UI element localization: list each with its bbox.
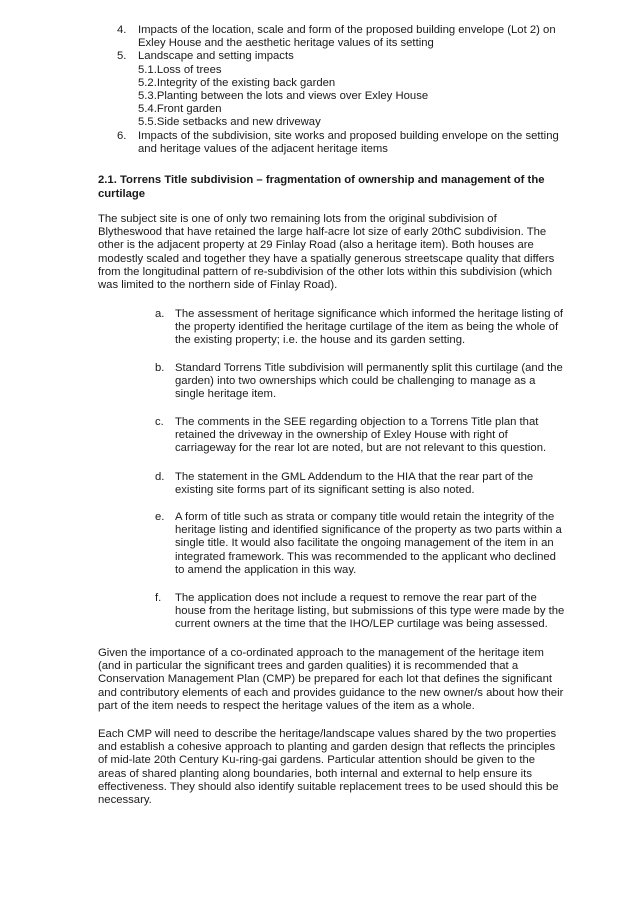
paragraph-cmp-recommendation [98, 647, 588, 713]
paragraph-line: Blytheswood that have retained the large half-acre lot size of early 20thC subdivision. The [98, 226, 547, 239]
list-item-line: Impacts of the location, scale and form of the proposed building envelope (Lot 2) on [138, 24, 556, 36]
paragraph-line: other is the adjacent property at 29 Finlay Road (also a heritage item). Both houses are [98, 239, 534, 252]
lettered-item-a [155, 308, 615, 348]
item-letter: e. [155, 511, 165, 523]
sub-item: 5.3.Planting between the lots and views over Exley House [138, 90, 429, 103]
item-line: heritage listing and identified significance of the property as two parts within a [175, 524, 562, 537]
sub-item: 5.2.Integrity of the existing back garden [138, 76, 336, 89]
paragraph-line: from the longitudinal pattern of re-subdivision of the other lots within this subdivision (which [98, 265, 552, 278]
paragraph-line: part of the item needs to respect the heritage values of the item as a whole. [98, 699, 475, 712]
paragraph-line: effectiveness. They should also identify suitable replacement trees to be used should this be [98, 780, 559, 793]
item-letter: f. [155, 592, 162, 604]
lettered-item-c [155, 416, 615, 456]
item-line: The application does not include a request to remove the rear part of the [175, 592, 537, 604]
list-number: 6. [117, 129, 127, 142]
paragraph-subject-site [98, 213, 588, 292]
numbered-list [117, 24, 587, 156]
paragraph-line: and establish a cohesive approach to planting and garden design that reflects the principles [98, 741, 556, 754]
item-line: existing site forms part of its significant setting is also noted. [175, 484, 475, 497]
item-line: The statement in the GML Addendum to the HIA that the rear part of the [175, 471, 534, 483]
item-line: house from the heritage listing, but submissions of this type were made by the [175, 605, 565, 618]
item-line: retained the driveway in the ownership of Exley House with right of [175, 429, 508, 442]
item-letter: d. [155, 471, 165, 483]
list-item-6 [117, 130, 587, 156]
item-line: carriageway for the rear lot are noted, but are not relevant to this question. [175, 442, 547, 455]
paragraph-line: necessary. [98, 794, 152, 807]
paragraph-line: Each CMP will need to describe the heritage/landscape values shared by the two properties [98, 728, 557, 740]
item-line: the property identified the heritage curtilage of the item as being the whole of [175, 321, 559, 334]
list-item-line: Impacts of the subdivision, site works and proposed building envelope on the setting [138, 129, 559, 142]
list-item-5 [117, 50, 587, 129]
paragraph-line: of mid-late 20th Century Ku-ring-gai gardens. Particular attention should be given to the [98, 754, 536, 767]
paragraph-line: Conservation Management Plan (CMP) be prepared for each lot that defines the significant [98, 673, 553, 686]
list-item-line: and heritage values of the adjacent heritage items [138, 142, 388, 155]
section-heading [98, 173, 578, 201]
paragraph-line: Given the importance of a co-ordinated approach to the management of the heritage item [98, 647, 544, 659]
list-item-line: Landscape and setting impacts [138, 50, 294, 63]
heading-line: 2.1. Torrens Title subdivision – fragmentation of ownership and management of the [98, 174, 545, 186]
item-line: garden) into two ownerships which could be challenging to manage as a [175, 375, 536, 388]
list-item-4 [117, 24, 587, 50]
item-line: integrated framework. This was recommended to the applicant who declined [175, 550, 556, 563]
lettered-item-b [155, 362, 615, 402]
paragraph-line: areas of shared planting along boundaries, both internal and external to help ensure its [98, 767, 532, 780]
item-line: The comments in the SEE regarding objection to a Torrens Title plan that [175, 416, 539, 428]
heading-line: curtilage [98, 188, 146, 200]
lettered-item-f [155, 592, 615, 632]
item-line: to amend the application in this way. [175, 563, 357, 576]
paragraph-line: (and in particular the significant trees and garden qualities) it is recommended that a [98, 660, 519, 673]
item-line: The assessment of heritage significance which informed the heritage listing of [175, 308, 564, 320]
paragraph-line: was limited to the northern side of Finlay Road). [98, 279, 338, 292]
item-letter: a. [155, 308, 165, 320]
paragraph-cmp-description [98, 728, 588, 807]
list-item-line: Exley House and the aesthetic heritage values of its setting [138, 37, 434, 50]
list-number: 5. [117, 50, 127, 63]
sub-item: 5.5.Side setbacks and new driveway [138, 116, 321, 129]
item-line: the existing property; i.e. the house and its garden setting. [175, 334, 466, 347]
item-line: single title. It would also facilitate the ongoing management of the item in an [175, 537, 554, 550]
paragraph-line: and contributory elements of each and provides guidance to the new owner/s about how their [98, 686, 564, 699]
sub-list [138, 64, 587, 130]
paragraph-line: The subject site is one of only two remaining lots from the original subdivision of [98, 213, 497, 225]
item-letter: b. [155, 362, 165, 374]
item-line: Standard Torrens Title subdivision will permanently split this curtilage (and the [175, 362, 563, 374]
item-line: single heritage item. [175, 388, 277, 401]
sub-item: 5.4.Front garden [138, 103, 222, 116]
list-number: 4. [117, 24, 127, 36]
sub-item: 5.1.Loss of trees [138, 63, 222, 76]
item-letter: c. [155, 416, 164, 428]
lettered-item-e [155, 511, 615, 577]
item-line: A form of title such as strata or company title would retain the integrity of the [175, 511, 555, 523]
paragraph-line: modestly scaled and together they have a spatially generous streetscape quality that differs [98, 252, 555, 265]
lettered-item-d [155, 471, 615, 497]
item-line: current owners at the time that the IHO/LEP curtilage was being assessed. [175, 618, 548, 631]
